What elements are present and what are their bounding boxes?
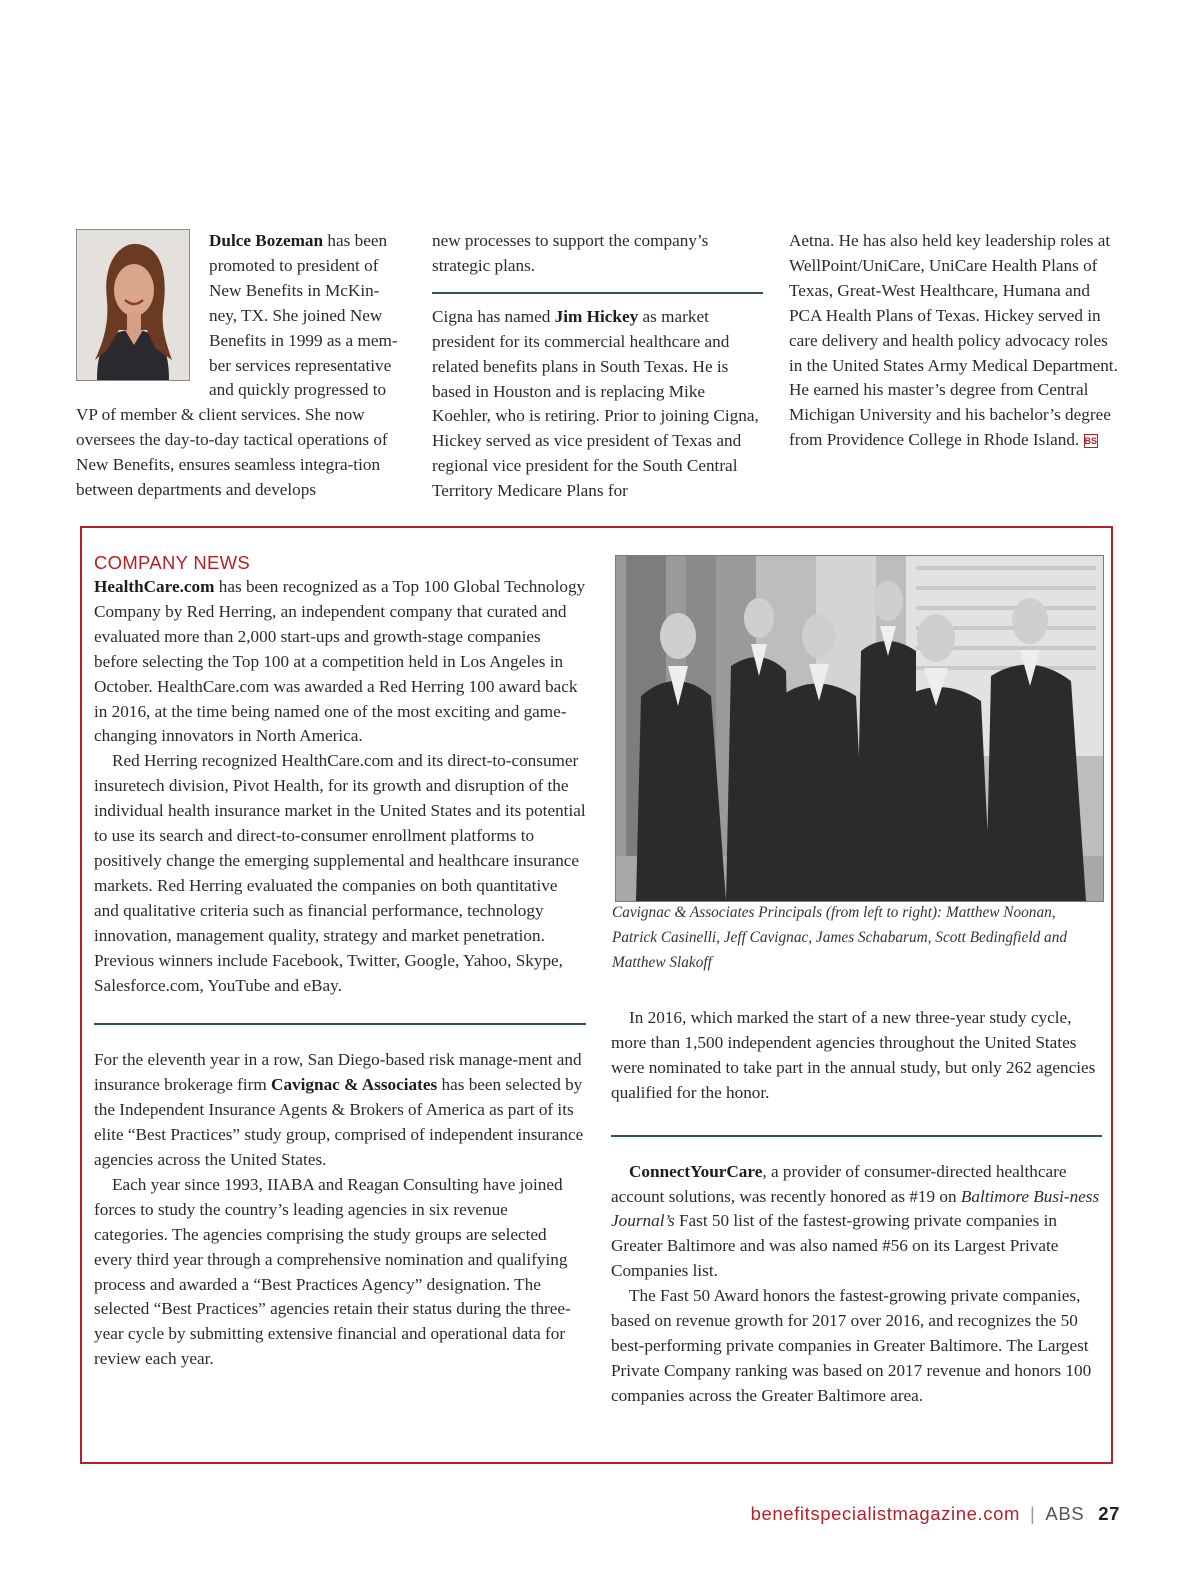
news-right-column [611, 1006, 1102, 1409]
col3-text: Aetna. He has also held key leadership roles at WellPoint/UniCare, UniCare Health Plans of Texas, Great-West Healthcare, Humana and PCA Health Plans of Texas. Hickey served in care delivery and health policy advocacy roles in the United States Army Medical Department. He earned his master’s degree from Central Michigan University and his bachelor’s degree from Providence College in Rhode Island. [789, 231, 1118, 450]
portrait-image [77, 230, 189, 380]
group-photo [615, 555, 1104, 902]
healthcare-text: has been recognized as a Top 100 Global Technology Company by Red Herring, an independent company that curated and evaluated more than 2,000 start-ups and growth-stage companies before selecting the Top 100 at a competition held in Los Angeles in October. HealthCare.com was awarded a Red Herring 100 award back in 2016, at the time being named one of the most exciting and game-changing innovators in North America. [94, 577, 586, 746]
column-3 [789, 229, 1125, 453]
company-name-connectyourcare: ConnectYourCare [629, 1161, 763, 1181]
column-2 [432, 229, 763, 504]
hickey-text: as market president for its commercial healthcare and related benefits plans in South Texas. He is based in Houston and is replacing Mike Koehler, who is retiring. Prior to joining Cigna, Hickey served as vice president of Texas and regional vice president for the South Central Territory Medicare Plans for [432, 306, 759, 501]
page-footer [751, 1503, 1120, 1525]
col2-paragraph-1: new processes to support the company’s strategic plans. [432, 231, 709, 275]
photo-caption: Cavignac & Associates Principals (from left to right): Matthew Noonan, Patrick Casinelli, Jeff Cavignac, James Schabarum, Scott Bedingfield and Matthew Slakoff [612, 904, 1067, 971]
cavignac-text: has been selected by the Independent Insurance Agents & Brokers of America as part of its elite “Best Practices” study group, comprised of independent insurance agencies across the United States. [94, 1075, 584, 1170]
healthcare-paragraph-2: Red Herring recognized HealthCare.com and its direct-to-consumer insuretech division, Pivot Health, for its growth and disruption of the individual health insurance market in the United States and its potential to use its search and direct-to-consumer enrollment platforms to positively change the emerging supplemental and healthcare insurance markets. Red Herring evaluated the companies on both quantitative and qualitative criteria such as financial performance, technology innovation, management quality, strategy and market penetration. Previous winners include Facebook, Twitter, Google, Yahoo, Skype, Salesforce.com, YouTube and eBay. [94, 751, 586, 995]
section-title: COMPANY NEWS [94, 552, 251, 573]
end-mark-icon: BS [1084, 436, 1098, 447]
page-number: 27 [1098, 1503, 1120, 1524]
column-1 [76, 229, 407, 503]
cyc-paragraph-2: The Fast 50 Award honors the fastest-growing private companies, based on revenue growth for 2017 over 2016, and recognizes the 50 best-performing private companies in Greater Baltimore. The Largest Private Company ranking was based on 2017 revenue and honors 100 companies across the Greater Baltimore area. [611, 1286, 1092, 1405]
cyc-text-2: Fast 50 list of the fastest-growing private companies in Greater Baltimore and was also named #56 on its Largest Private Companies list. [611, 1211, 1059, 1281]
divider [432, 292, 763, 294]
company-name-healthcare: HealthCare.com [94, 577, 215, 596]
hickey-pre: Cigna has named [432, 306, 555, 326]
footer-magazine: ABS [1045, 1503, 1085, 1524]
cavignac-pre: For the eleventh year in a row, San Diego-based risk manage-ment and insurance brokerage firm [94, 1050, 582, 1095]
bozeman-text: has been promoted to president of New Benefits in McKin-ney, TX. She joined New Benefits in 1999 as a mem-ber services representative and quickly progressed to VP of member & client services. She now oversees the day-to-day tactical operations of New Benefits, ensures seamless integra-tion between departments and develops [76, 231, 398, 500]
footer-separator: | [1029, 1503, 1036, 1524]
divider [611, 1135, 1102, 1137]
company-name-cavignac: Cavignac & Associates [271, 1075, 438, 1095]
cavignac-paragraph-2: Each year since 1993, IIABA and Reagan Consulting have joined forces to study the country’s leading agencies in six revenue categories. The agencies comprising the study groups are selected every third year through a comprehensive nomination and qualifying process and awarded a “Best Practices Agency” designation. The selected “Best Practices” agencies retain their status during the three-year cycle by submitting extensive financial and operational data for review each year. [94, 1174, 571, 1369]
study-paragraph: In 2016, which marked the start of a new three-year study cycle, more than 1,500 independent agencies throughout the United States were nominated to take part in the annual study, but only 262 agencies qualified for the honor. [611, 1008, 1096, 1102]
person-name-hickey: Jim Hickey [554, 306, 639, 326]
news-left-column [94, 552, 586, 1372]
divider [94, 1023, 586, 1025]
group-photo-image [616, 556, 1103, 901]
person-name-bozeman: Dulce Bozeman [209, 231, 324, 250]
footer-website: benefitspecialistmagazine.com [750, 1503, 1020, 1524]
cyc-text-1: , a provider of consumer-directed healthcare account solutions, was recently honored as #19 on [611, 1161, 1067, 1206]
journal-name: Baltimore Busi-ness Journal’s [611, 1186, 1100, 1231]
portrait-photo [76, 229, 190, 381]
